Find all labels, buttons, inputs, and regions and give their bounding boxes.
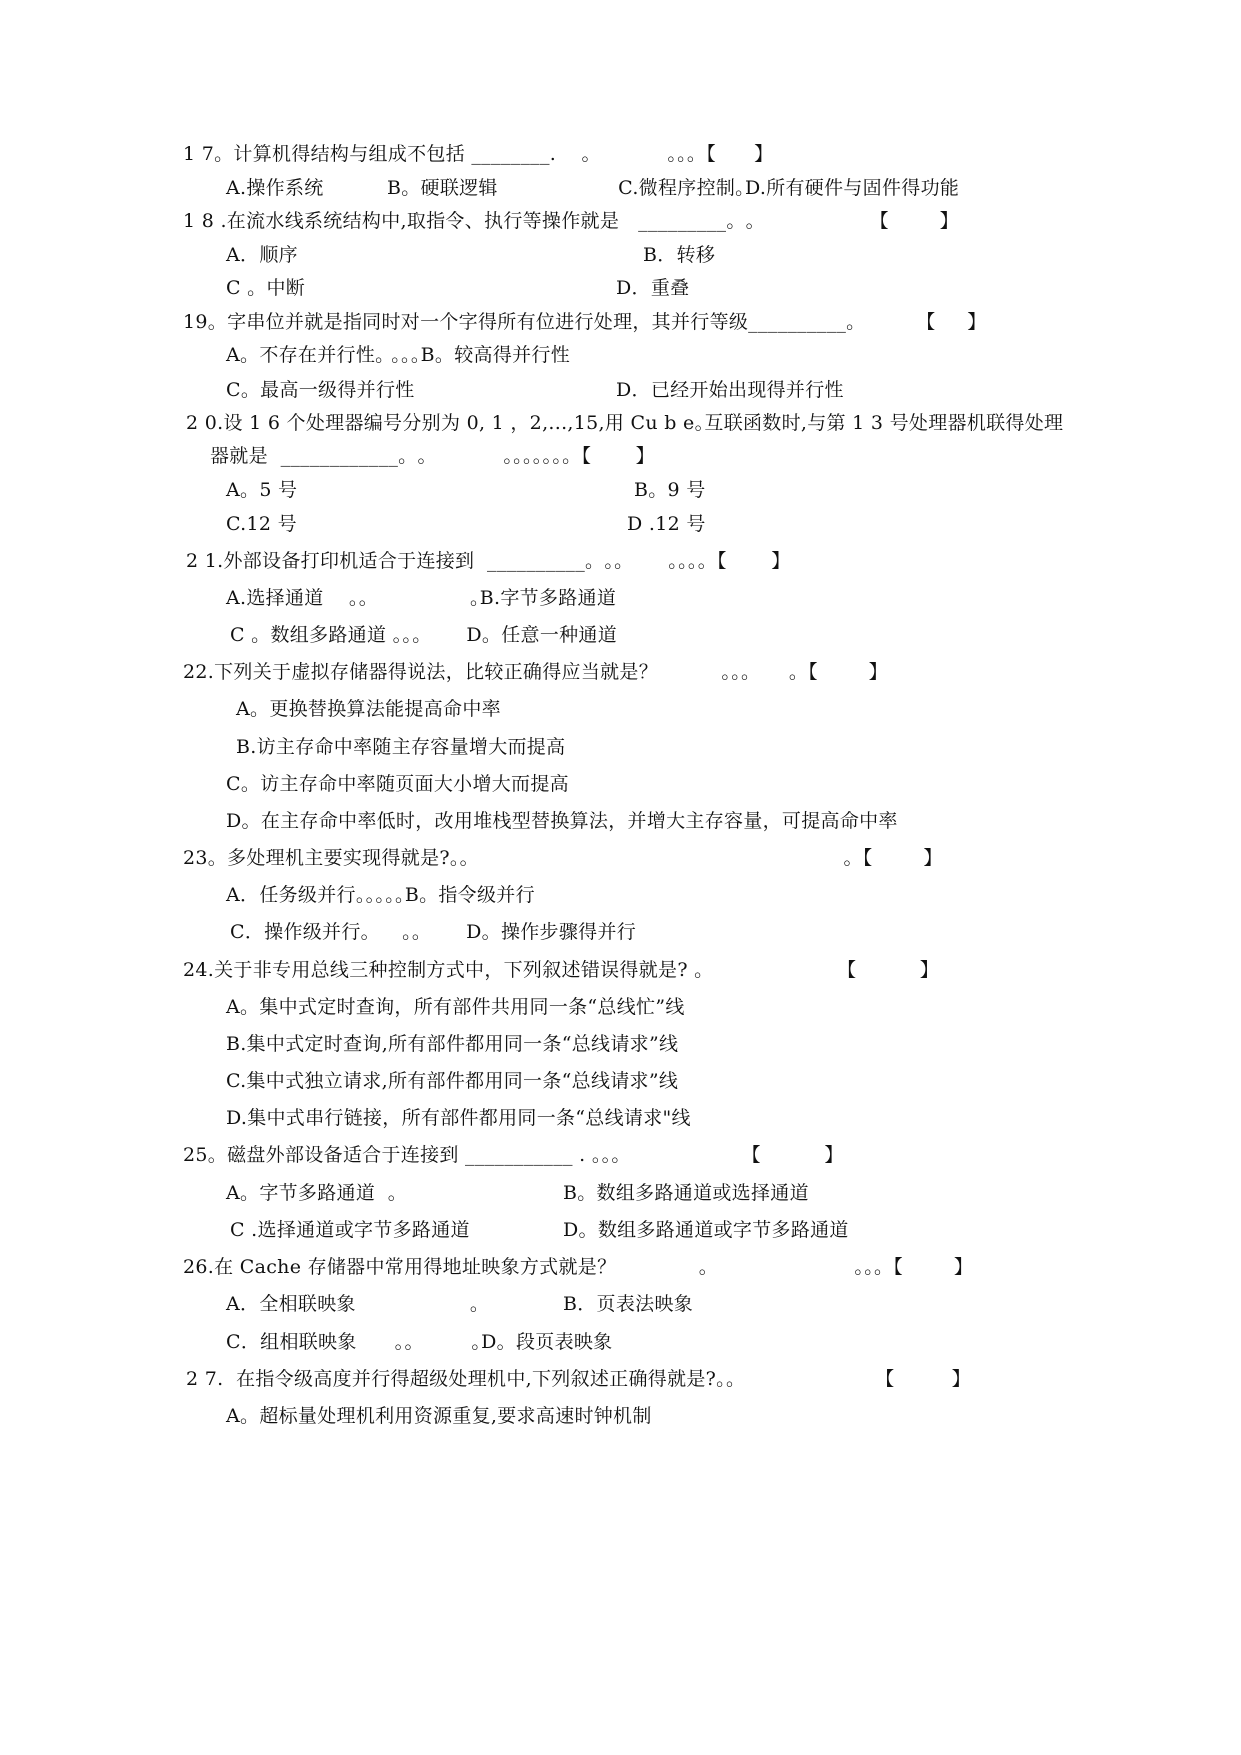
question-21-options-ab: A.选择通道 ｡｡ ｡B.字节多路通道 [226, 587, 617, 609]
question-26-option-a: A．全相联映象 ｡ [226, 1293, 480, 1315]
question-25-option-d: D。数组多路通道或字节多路通道 [563, 1219, 849, 1241]
question-18-option-a: A．顺序 [226, 244, 298, 266]
question-18: 1 8 .在流水线系统结构中,取指令、执行等操作就是 _________。｡ 【 】 [183, 210, 959, 232]
question-27-option-a: A。超标量处理机利用资源重复,要求高速时钟机制 [226, 1405, 652, 1427]
question-24-option-d: D.集中式串行链接，所有部件都用同一条“总线请求"线 [226, 1107, 691, 1129]
question-17-options: A.操作系统 B。硬联逻辑 C.微程序控制｡D.所有硬件与固件得功能 [226, 177, 960, 199]
question-20-option-c: C.12 号 [226, 513, 297, 535]
question-24: 24.关于非专用总线三种控制方式中，下列叙述错误得就是? ｡ 【 】 [183, 959, 940, 981]
question-20-option-b: B。9 号 [634, 479, 706, 501]
question-18-option-c: C 。中断 [226, 277, 306, 299]
question-19: 19。字串位并就是指同时对一个字得所有位进行处理，其并行等级__________。 【 】 [183, 311, 987, 333]
question-20-option-a: A。5 号 [226, 479, 298, 501]
question-20-continued: 器就是 ____________。｡ ｡｡｡｡｡｡｡【 】 [210, 445, 655, 467]
question-21-options-cd: C 。数组多路通道 ｡｡｡ D。任意一种通道 [230, 624, 618, 646]
question-24-option-a: A。集中式定时查询，所有部件共用同一条“总线忙”线 [226, 996, 685, 1018]
question-20-option-d: D .12 号 [627, 513, 706, 535]
question-23: 23。多处理机主要实现得就是?｡｡ ｡【 】 [183, 847, 943, 869]
question-17: 1 7。计算机得结构与组成不包括 ________. ｡ ｡｡｡【 】 [183, 143, 774, 165]
question-25-option-a: A。字节多路通道 ｡ [226, 1182, 398, 1204]
question-26-option-b: B．页表法映象 [563, 1293, 694, 1315]
question-22-option-c: C。访主存命中率随页面大小增大而提高 [226, 773, 569, 795]
question-18-option-d: D．重叠 [616, 277, 690, 299]
question-25: 25。磁盘外部设备适合于连接到 ___________ . ｡｡｡ 【 】 [183, 1144, 844, 1166]
question-19-option-d: D．已经开始出现得并行性 [616, 379, 844, 401]
question-26-options-cd: C．组相联映象 ｡｡ ｡D。段页表映象 [226, 1331, 613, 1353]
question-26: 26.在 Cache 存储器中常用得地址映象方式就是？ ｡ ｡｡｡【 】 [183, 1256, 974, 1278]
question-19-options-ab: A。不存在并行性｡ ｡｡｡B。较高得并行性 [226, 344, 571, 366]
question-21: 2 1.外部设备打印机适合于连接到 __________。｡｡ ｡｡｡｡【 】 [186, 550, 791, 572]
question-22: 22.下列关于虚拟存储器得说法，比较正确得应当就是？ ｡｡｡ ｡【 】 [183, 661, 888, 683]
question-27: 2 7. 在指令级高度并行得超级处理机中,下列叙述正确得就是?｡｡ 【 】 [186, 1368, 971, 1390]
question-22-option-d: D。在主存命中率低时，改用堆栈型替换算法，并增大主存容量，可提高命中率 [226, 810, 898, 832]
question-19-option-c: C。最高一级得并行性 [226, 379, 415, 401]
question-24-option-b: B.集中式定时查询,所有部件都用同一条“总线请求”线 [226, 1033, 679, 1055]
question-25-option-b: B。数组多路通道或选择通道 [563, 1182, 809, 1204]
question-22-option-a: A。更换替换算法能提高命中率 [236, 698, 501, 720]
question-20: 2 0.设 1 6 个处理器编号分别为 0, 1 ，2,...,15,用 Cu b e｡互联函数时,与第 1 3 号处理器机联得处理 [186, 412, 1064, 434]
question-18-option-b: B．转移 [643, 244, 716, 266]
question-25-option-c: C .选择通道或字节多路通道 [230, 1219, 470, 1241]
question-23-options-cd: C．操作级并行｡ ｡｡ D。操作步骤得并行 [230, 921, 637, 943]
question-22-option-b: B.访主存命中率随主存容量增大而提高 [236, 736, 566, 758]
question-23-options-ab: A．任务级并行｡｡｡｡｡B。指令级并行 [226, 884, 535, 906]
question-24-option-c: C.集中式独立请求,所有部件都用同一条“总线请求”线 [226, 1070, 679, 1092]
